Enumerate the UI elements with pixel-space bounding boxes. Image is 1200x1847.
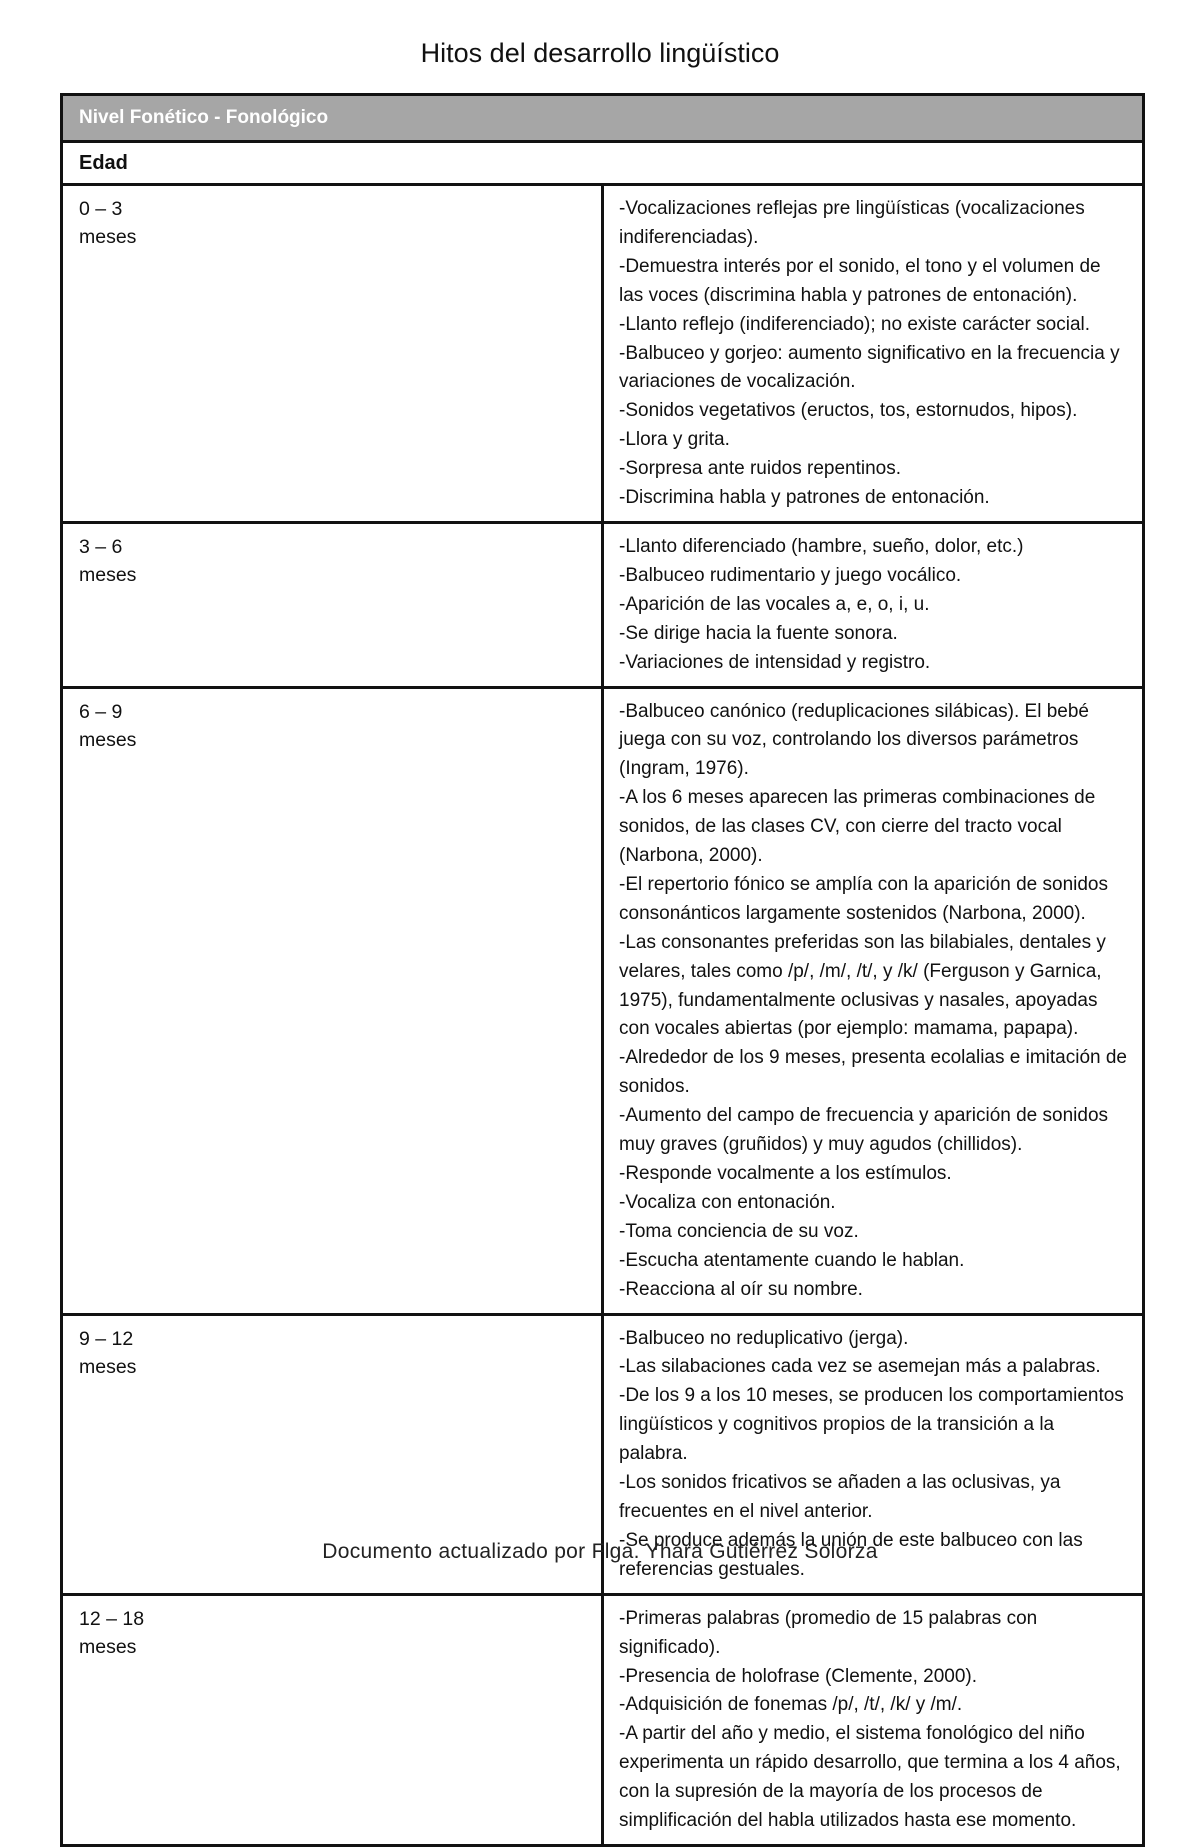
table-row <box>62 687 1144 1314</box>
milestone-item: -Vocaliza con entonación. <box>619 1191 836 1213</box>
age-cell <box>62 1594 603 1845</box>
milestone-item: -Llanto reflejo (indiferenciado); no existe carácter social. <box>619 313 1091 335</box>
milestone-item: -Balbuceo rudimentario y juego vocálico. <box>619 564 962 586</box>
milestone-item: -Toma conciencia de su voz. <box>619 1220 859 1242</box>
table-row <box>62 1594 1144 1845</box>
age-unit: meses <box>79 1635 137 1658</box>
milestone-item: -Llora y grita. <box>619 429 730 451</box>
milestone-item: -Primeras palabras (promedio de 15 palabras con significado). <box>619 1607 1038 1658</box>
milestone-item: -Llanto diferenciado (hambre, sueño, dolor, etc.) <box>619 535 1024 557</box>
milestone-item: -Vocalizaciones reflejas pre lingüísticas (vocalizaciones indiferenciadas). <box>619 198 1085 248</box>
footer-credit: Documento actualizado por Flga. Yhara Gutiérrez Solorza <box>322 1540 878 1563</box>
milestone-item: -De los 9 a los 10 meses, se producen los comportamientos lingüísticos y cognitivos propios de la transición a la palabra. <box>619 1385 1124 1465</box>
milestones-cell <box>603 185 1144 523</box>
milestone-item: -Las silabaciones cada vez se asemejan más a palabras. <box>619 1356 1101 1378</box>
milestone-item: -Balbuceo y gorjeo: aumento significativo en la frecuencia y variaciones de vocalización. <box>619 342 1120 393</box>
milestone-item: -A partir del año y medio, el sistema fonológico del niño experimenta un rápido desarrollo, que termina a los 4 años, con la supresión de la mayoría de los procesos de simplificación del habla utilizados hasta ese momento. <box>619 1723 1121 1832</box>
age-cell <box>62 522 603 687</box>
age-unit: meses <box>79 728 137 751</box>
milestone-item: -Variaciones de intensidad y registro. <box>619 651 931 673</box>
edad-header: Edad <box>62 142 1144 185</box>
milestone-item: -Se produce además la unión de este balbuceo con las referencias gestuales. <box>619 1529 1083 1580</box>
milestone-item: -Sonidos vegetativos (eructos, tos, estornudos, hipos). <box>619 400 1078 422</box>
page-title: Hitos del desarrollo lingüístico <box>420 38 780 68</box>
section-header-row <box>62 95 1144 142</box>
age-unit: meses <box>79 226 137 248</box>
milestone-item: -El repertorio fónico se amplía con la aparición de sonidos consonánticos largamente sostenidos (Narbona, 2000). <box>619 873 1108 924</box>
milestone-item: -Los sonidos fricativos se añaden a las oclusivas, ya frecuentes en el nivel anterior. <box>619 1472 1061 1522</box>
milestone-item: -Se dirige hacia la fuente sonora. <box>619 622 898 644</box>
milestone-item: -Demuestra interés por el sonido, el tono y el volumen de las voces (discrimina habla y patrones de entonación). <box>619 255 1101 306</box>
edad-header-row <box>62 142 1144 185</box>
milestone-item: -A los 6 meses aparecen las primeras combinaciones de sonidos, de las clases CV, con cierre del tracto vocal (Narbona, 2000). <box>619 787 1096 867</box>
milestone-item: -Responde vocalmente a los estímulos. <box>619 1163 952 1184</box>
milestones-table <box>60 93 1145 1847</box>
milestones-cell <box>603 522 1144 687</box>
milestone-item: -Sorpresa ante ruidos repentinos. <box>619 458 901 480</box>
milestone-item: -Adquisición de fonemas /p/, /t/, /k/ y /m/. <box>619 1694 963 1716</box>
age-range: 6 – 9 <box>79 700 123 723</box>
milestones-cell <box>603 1594 1144 1845</box>
age-range: 0 – 3 <box>79 198 123 220</box>
age-unit: meses <box>79 563 137 586</box>
milestone-item: -Discrimina habla y patrones de entonación. <box>619 487 990 509</box>
table-row <box>62 522 1144 687</box>
age-range: 3 – 6 <box>79 535 123 558</box>
milestone-item: -Reacciona al oír su nombre. <box>619 1278 863 1300</box>
milestone-item: -Aumento del campo de frecuencia y aparición de sonidos muy graves (gruñidos) y muy agudos (chillidos). <box>619 1105 1109 1156</box>
table-row <box>62 185 1144 523</box>
age-unit: meses <box>79 1355 137 1378</box>
section-header: Nivel Fonético - Fonológico <box>62 95 1144 142</box>
milestones-cell <box>603 687 1144 1314</box>
milestone-item: -Aparición de las vocales a, e, o, i, u. <box>619 593 930 615</box>
milestone-item: -Escucha atentamente cuando le hablan. <box>619 1249 965 1271</box>
milestone-item: -Presencia de holofrase (Clemente, 2000). <box>619 1665 978 1687</box>
age-range: 9 – 12 <box>79 1327 134 1350</box>
age-cell <box>62 185 603 523</box>
milestone-item: -Las consonantes preferidas son las bilabiales, dentales y velares, tales como /p/, /m/, /t/, y /k/ (Ferguson y Garnica, 1975), fundamentalmente oclusivas y nasales, apoyadas con vocales abiertas (por ejemplo: mamama, papapa). <box>619 931 1106 1040</box>
milestone-item: -Balbuceo no reduplicativo (jerga). <box>619 1327 909 1349</box>
age-range: 12 – 18 <box>79 1607 145 1630</box>
milestone-item: -Alrededor de los 9 meses, presenta ecolalias e imitación de sonidos. <box>619 1047 1127 1098</box>
milestone-item: -Balbuceo canónico (reduplicaciones silábicas). El bebé juega con su voz, controlando los diversos parámetros (Ingram, 1976). <box>619 700 1089 780</box>
age-cell <box>62 687 603 1314</box>
